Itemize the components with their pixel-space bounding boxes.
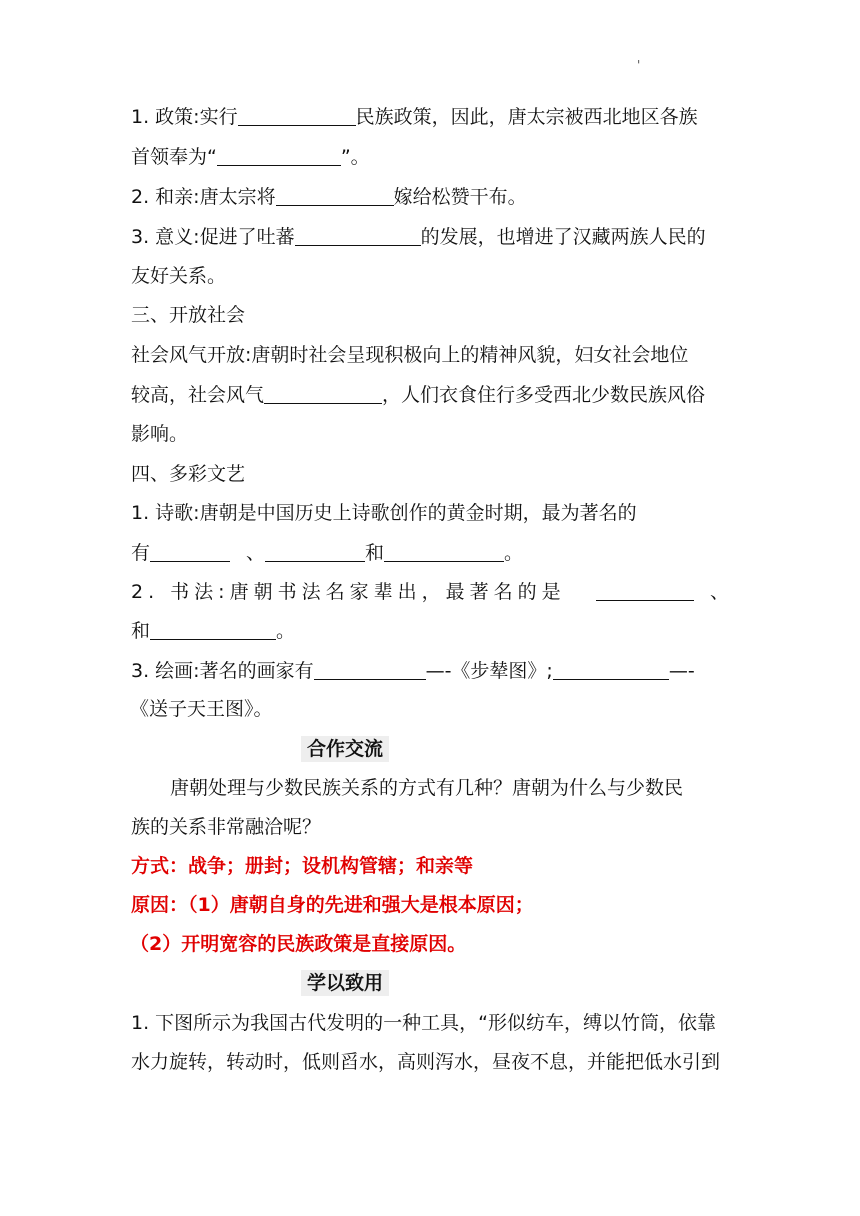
- calligraphy-separator: 、: [709, 581, 729, 603]
- poetry-and: 和: [365, 542, 385, 564]
- poetry-end: 。: [504, 542, 524, 564]
- meaning-text: 的发展，也增进了汉藏两族人民的: [420, 226, 706, 248]
- society-text-b: ，人们衣食住行多受西北少数民族风俗: [382, 384, 706, 406]
- cooperation-heading-text: 合作交流: [301, 736, 389, 762]
- society-line-2: [131, 383, 705, 407]
- poetry-separator: 、: [246, 542, 266, 564]
- meaning-label: 3. 意义:促进了吐蕃: [131, 226, 295, 248]
- society-text-a: 较高，社会风气: [131, 384, 265, 406]
- blank-field[interactable]: [553, 660, 669, 680]
- cooperation-heading: [301, 737, 389, 761]
- cooperation-question-1: 唐朝处理与少数民族关系的方式有几种？唐朝为什么与少数民: [170, 777, 684, 799]
- cooperation-question-2: 族的关系非常融洽呢？: [131, 816, 322, 838]
- policy-line: [131, 105, 698, 129]
- calligraphy-and: 和: [131, 620, 151, 642]
- marriage-label: 2. 和亲:唐太宗将: [131, 186, 276, 208]
- meaning-line-2: 友好关系。: [131, 265, 227, 287]
- society-line-3: 影响。: [131, 423, 189, 445]
- poetry-line-1: 1. 诗歌:唐朝是中国历史上诗歌创作的黄金时期，最为著名的: [131, 502, 637, 524]
- calligraphy-line-1: [131, 580, 729, 604]
- poetry-line-2: [131, 541, 523, 565]
- poetry-text: 有: [131, 542, 151, 564]
- blank-field[interactable]: [150, 620, 276, 640]
- blank-field[interactable]: [276, 186, 394, 206]
- blank-field[interactable]: [264, 384, 382, 404]
- blank-field[interactable]: [238, 106, 356, 126]
- marriage-text: 嫁给松赞干布。: [393, 186, 527, 208]
- blank-field[interactable]: [217, 146, 341, 166]
- policy-title-text: 首领奉为“: [131, 146, 217, 168]
- painting-dash: —-: [668, 660, 695, 682]
- blank-field[interactable]: [150, 542, 230, 562]
- painting-line-1: [131, 659, 695, 683]
- calligraphy-text: 2. 书法:唐朝书法名家辈出，最著名的是: [131, 581, 566, 603]
- painting-label: 3. 绘画:著名的画家有: [131, 660, 314, 682]
- application-heading: [301, 971, 389, 995]
- blank-field[interactable]: [596, 581, 694, 601]
- calligraphy-end: 。: [276, 620, 296, 642]
- policy-label: 1. 政策:实行: [131, 106, 238, 128]
- society-line-1: 社会风气开放:唐朝时社会呈现积极向上的精神风貌，妇女社会地位: [131, 344, 689, 366]
- blank-field[interactable]: [265, 542, 365, 562]
- answer-reason-1: 原因：（1）唐朝自身的先进和强大是根本原因；: [131, 894, 534, 916]
- marriage-line: [131, 185, 527, 209]
- section-heading-open-society: 三、开放社会: [131, 304, 246, 326]
- answer-methods: 方式：战争；册封；设机构管辖；和亲等: [131, 855, 474, 877]
- painting-line-2: 《送子天王图》。: [130, 698, 273, 720]
- policy-text: 民族政策，因此，唐太宗被西北地区各族: [355, 106, 698, 128]
- blank-field[interactable]: [314, 660, 426, 680]
- answer-reason-2: （2）开明宽容的民族政策是直接原因。: [130, 933, 467, 955]
- calligraphy-line-2: [131, 619, 295, 643]
- corner-mark: ': [637, 58, 641, 72]
- policy-title-end: ”。: [340, 146, 370, 168]
- blank-field[interactable]: [384, 542, 504, 562]
- policy-line-2: [131, 145, 370, 169]
- meaning-line: [131, 225, 706, 249]
- application-heading-text: 学以致用: [301, 970, 389, 996]
- section-heading-arts: 四、多彩文艺: [131, 463, 246, 485]
- painting-work-1: —-《步辇图》;: [425, 660, 553, 682]
- blank-field[interactable]: [295, 226, 421, 246]
- application-question-line-1: 1. 下图所示为我国古代发明的一种工具，“形似纺车，缚以竹筒，依靠: [131, 1012, 717, 1034]
- application-question-line-2: 水力旋转，转动时，低则舀水，高则泻水，昼夜不息，并能把低水引到: [131, 1051, 721, 1073]
